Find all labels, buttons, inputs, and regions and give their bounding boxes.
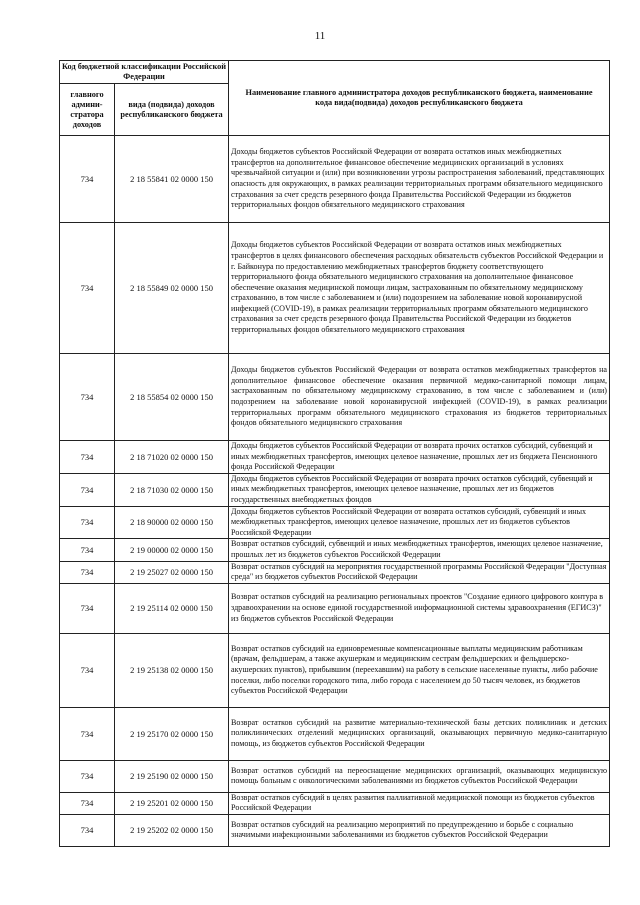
revenue-description-cell: Возврат остатков субсидий в целях развития паллиативной медицинской помощи из бюджетов субъектов Российской Федерации [229, 792, 610, 814]
revenue-description-cell: Доходы бюджетов субъектов Российской Федерации от возврата прочих остатков субсидий, субвенций и иных межбюджетных трансфертов, имеющих целевое назначение, прошлых лет из бюджетов государственных внебюджетных фондов [229, 473, 610, 506]
revenue-code-cell: 2 19 25114 02 0000 150 [115, 583, 229, 633]
revenue-code-cell: 2 19 25138 02 0000 150 [115, 633, 229, 707]
header-kind-column: вида (подвида) доходов республиканского бюджета [115, 84, 229, 136]
revenue-description-cell: Доходы бюджетов субъектов Российской Федерации от возврата остатков субсидий, субвенций и иных межбюджетных трансфертов, имеющих целевое назначение, прошлых лет из бюджетов субъектов Российской Федерации [229, 506, 610, 539]
admin-code-cell: 734 [60, 539, 115, 561]
revenue-description-cell: Возврат остатков субсидий на реализацию региональных проектов "Создание единого цифрового контура в здравоохранении на основе единой государственной информационной системы здравоохранения (ЕГИСЗ)" из бюджетов субъектов Российской Федерации [229, 583, 610, 633]
table-body [60, 136, 610, 847]
admin-code-cell: 734 [60, 583, 115, 633]
revenue-code-cell: 2 18 71020 02 0000 150 [115, 441, 229, 474]
revenue-description-cell: Возврат остатков субсидий на мероприятия государственной программы Российской Федерации "Доступная среда" из бюджетов субъектов Российской Федерации [229, 561, 610, 583]
admin-code-cell: 734 [60, 506, 115, 539]
revenue-code-cell: 2 19 25201 02 0000 150 [115, 792, 229, 814]
header-name-column: Наименование главного администратора доходов республиканского бюджета, наименование кода вида(подвида) доходов республиканского бюджета [229, 61, 610, 136]
admin-code-cell: 734 [60, 792, 115, 814]
admin-code-cell: 734 [60, 760, 115, 792]
revenue-code-cell: 2 19 25170 02 0000 150 [115, 707, 229, 760]
page-number: 11 [314, 30, 326, 42]
table-row [60, 539, 610, 561]
table-row [60, 354, 610, 441]
revenue-description-cell: Возврат остатков субсидий, субвенций и иных межбюджетных трансфертов, имеющих целевое назначение, прошлых лет из бюджетов субъектов Российской Федерации [229, 539, 610, 561]
admin-code-cell: 734 [60, 223, 115, 354]
revenue-code-cell: 2 18 90000 02 0000 150 [115, 506, 229, 539]
admin-code-cell: 734 [60, 441, 115, 474]
table-row [60, 583, 610, 633]
table-row [60, 760, 610, 792]
revenue-description-cell: Возврат остатков субсидий на единовременные компенсационные выплаты медицинским работникам (врачам, фельдшерам, а также акушеркам и медицинским сестрам фельдшерских и фельдшерско-акушерских пунктов), прибывшим (переехавшим) на работу в сельские населенные пункты, либо рабочие поселки, либо поселки городского типа, либо города с населением до 50 тысяч человек, из бюджетов субъектов Российской Федерации [229, 633, 610, 707]
table-row [60, 814, 610, 846]
table-row [60, 707, 610, 760]
header-admin-column: главного админи-стратора доходов [60, 84, 115, 136]
budget-classification-table [59, 60, 610, 847]
table-row [60, 506, 610, 539]
revenue-description-cell: Доходы бюджетов субъектов Российской Федерации от возврата остатков иных межбюджетных трансфертов на дополнительное финансовое обеспечение медицинских организаций в условиях чрезвычайной ситуации и (или) при возникновении угрозы распространения заболеваний, представляющих опасность для окружающих, в рамках реализации территориальных программ обязательного медицинского страхования за счет средств резервного фонда Правительства Российской Федерации из бюджетов территориальных фондов обязательного медицинского страхования [229, 136, 610, 223]
revenue-code-cell: 2 18 55841 02 0000 150 [115, 136, 229, 223]
table-row [60, 473, 610, 506]
admin-code-cell: 734 [60, 561, 115, 583]
revenue-code-cell: 2 19 25190 02 0000 150 [115, 760, 229, 792]
table-row [60, 136, 610, 223]
table-row [60, 561, 610, 583]
revenue-description-cell: Доходы бюджетов субъектов Российской Федерации от возврата остатков межбюджетных трансфертов на дополнительное финансовое обеспечение оказания первичной медико-санитарной помощи лицам, застрахованным по обязательному медицинскому страхованию, в том числе с заболеванием и (или) подозрением на заболевание новой коронавирусной инфекцией (COVID-19), в рамках реализации территориальных программ обязательного медицинского страхования из бюджетов территориальных фондов обязательного медицинского страхования [229, 354, 610, 441]
revenue-code-cell: 2 18 55849 02 0000 150 [115, 223, 229, 354]
admin-code-cell: 734 [60, 473, 115, 506]
revenue-description-cell: Возврат остатков субсидий на реализацию мероприятий по предупреждению и борьбе с социально значимыми инфекционными заболеваниями из бюджетов субъектов Российской Федерации [229, 814, 610, 846]
revenue-description-cell: Доходы бюджетов субъектов Российской Федерации от возврата остатков иных межбюджетных трансфертов в целях финансового обеспечения расходных обязательств субъектов Российской Федерации и г. Байконура по предоставлению межбюджетных трансфертов бюджету соответствующего территориального фонда обязательного медицинского страхования на дополнительное финансовое обеспечение оказания медицинской помощи лицам, застрахованным по обязательному медицинскому страхованию, в том числе с заболеванием и (или) подозрением на заболевание новой коронавирусной инфекцией (COVID-19), в рамках реализации территориальных программ обязательного медицинского страхования за счет средств резервного фонда Правительства Российской Федерации из бюджетов территориальных фондов обязательного медицинского страхования [229, 223, 610, 354]
table-row [60, 223, 610, 354]
admin-code-cell: 734 [60, 354, 115, 441]
table-row [60, 633, 610, 707]
revenue-code-cell: 2 19 25202 02 0000 150 [115, 814, 229, 846]
admin-code-cell: 734 [60, 136, 115, 223]
revenue-description-cell: Доходы бюджетов субъектов Российской Федерации от возврата прочих остатков субсидий, субвенций и иных межбюджетных трансфертов, имеющих целевое назначение, прошлых лет из бюджета Пенсионного фонда Российской Федерации [229, 441, 610, 474]
table-row [60, 441, 610, 474]
revenue-code-cell: 2 18 71030 02 0000 150 [115, 473, 229, 506]
admin-code-cell: 734 [60, 814, 115, 846]
revenue-description-cell: Возврат остатков субсидий на развитие материально-технической базы детских поликлиник и детских поликлинических отделений медицинских организаций, оказывающих первичную медико-санитарную помощь, из бюджетов субъектов Российской Федерации [229, 707, 610, 760]
revenue-code-cell: 2 18 55854 02 0000 150 [115, 354, 229, 441]
header-group-title: Код бюджетной классификации Российской Федерации [60, 61, 229, 84]
table-row [60, 792, 610, 814]
admin-code-cell: 734 [60, 633, 115, 707]
admin-code-cell: 734 [60, 707, 115, 760]
revenue-description-cell: Возврат остатков субсидий на переоснащение медицинских организаций, оказывающих медицинскую помощь больным с онкологическими заболеваниями из бюджетов субъектов Российской Федерации [229, 760, 610, 792]
revenue-code-cell: 2 19 25027 02 0000 150 [115, 561, 229, 583]
revenue-code-cell: 2 19 00000 02 0000 150 [115, 539, 229, 561]
